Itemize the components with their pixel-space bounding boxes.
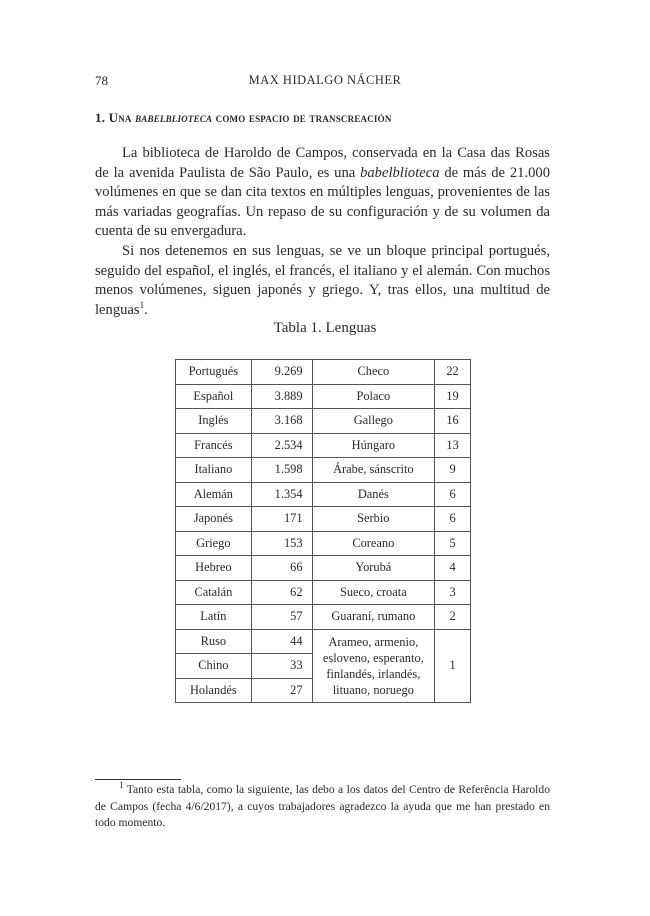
languages-table [175, 359, 471, 703]
merged-count-cell: 1 [435, 629, 471, 703]
table-row [176, 433, 471, 458]
footnote-reference[interactable]: 1 [139, 299, 145, 310]
count-cell: 3.889 [251, 384, 312, 409]
merged-language-line: esloveno, esperanto, [322, 650, 424, 665]
footnote-mark: 1 [119, 780, 124, 791]
count-cell: 19 [435, 384, 471, 409]
table-row [176, 384, 471, 409]
count-cell: 1.598 [251, 458, 312, 483]
count-cell: 66 [251, 556, 312, 581]
table-caption: Tabla 1. Lenguas [273, 320, 377, 336]
language-cell: Catalán [176, 580, 252, 605]
count-cell: 3.168 [251, 409, 312, 434]
p1-text-a: La biblioteca de Haroldo de Campos, conservada en la Casa das Rosas de la avenida Paulista de São Paulo, es una [95, 145, 550, 181]
language-cell: Coreano [312, 531, 435, 556]
count-cell: 33 [251, 654, 312, 679]
language-cell: Italiano [176, 458, 252, 483]
language-cell: Griego [176, 531, 252, 556]
table-row [176, 409, 471, 434]
count-cell: 13 [435, 433, 471, 458]
paragraph-2 [95, 242, 550, 320]
table-row [176, 605, 471, 630]
count-cell: 6 [435, 482, 471, 507]
table-row [176, 360, 471, 385]
language-cell: Japonés [176, 507, 252, 532]
table-row [176, 580, 471, 605]
language-cell: Inglés [176, 409, 252, 434]
table-row [176, 458, 471, 483]
table-row [176, 507, 471, 532]
language-cell: Polaco [312, 384, 435, 409]
section-title-post: como espacio de transcreación [215, 110, 392, 125]
count-cell: 5 [435, 531, 471, 556]
count-cell: 9 [435, 458, 471, 483]
language-cell: Ruso [176, 629, 252, 654]
p1-italic: babelblioteca [360, 164, 440, 181]
merged-language-line: finlandés, irlandés, [326, 666, 421, 681]
language-cell: Francés [176, 433, 252, 458]
count-cell: 1.354 [251, 482, 312, 507]
language-cell: Checo [312, 360, 435, 385]
p1-text-b: de más de 21.000 volúmenes en que se dan cita textos en múltiples lenguas, provenientes de las más variadas geografías. Un repaso de su configuración y de su volumen da cuenta de su envergadura. [95, 164, 550, 240]
count-cell: 171 [251, 507, 312, 532]
language-cell: Chino [176, 654, 252, 679]
language-cell: Húngaro [312, 433, 435, 458]
footnote-text: Tanto esta tabla, como la siguiente, las debo a los datos del Centro de Referência Haroldo de Campos (fecha 4/6/2017), a cuyos trabajadores agradezco la ayuda que me han prestado en todo momento. [95, 783, 550, 829]
language-cell: Hebreo [176, 556, 252, 581]
language-cell: Alemán [176, 482, 252, 507]
language-cell: Gallego [312, 409, 435, 434]
count-cell: 62 [251, 580, 312, 605]
count-cell: 9.269 [251, 360, 312, 385]
section-heading [95, 110, 392, 126]
count-cell: 3 [435, 580, 471, 605]
footnote [95, 782, 550, 832]
language-cell: Árabe, sánscrito [312, 458, 435, 483]
count-cell: 57 [251, 605, 312, 630]
table-row [176, 629, 471, 654]
language-cell: Yorubá [312, 556, 435, 581]
count-cell: 6 [435, 507, 471, 532]
language-cell: Sueco, croata [312, 580, 435, 605]
count-cell: 44 [251, 629, 312, 654]
paragraph-1 [95, 144, 550, 242]
language-cell: Portugués [176, 360, 252, 385]
count-cell: 16 [435, 409, 471, 434]
section-title-pre: Una [108, 110, 132, 125]
language-cell: Guaraní, rumano [312, 605, 435, 630]
merged-language-line: lituano, noruego [332, 682, 414, 697]
running-head: MAX HIDALGO NÁCHER [248, 73, 402, 87]
p2-text: Si nos detenemos en sus lenguas, se ve un bloque principal portugués, seguido del español, el inglés, el francés, el italiano y el alemán. Con muchos menos volúmenes, siguen japonés y griego. Y, tras ellos, una multitud de lenguas [95, 243, 550, 318]
count-cell: 2 [435, 605, 471, 630]
language-cell: Holandés [176, 678, 252, 703]
table-row [176, 482, 471, 507]
language-cell: Latín [176, 605, 252, 630]
footnote-divider [95, 779, 181, 780]
language-cell: Español [176, 384, 252, 409]
language-cell: Danés [312, 482, 435, 507]
table-row [176, 531, 471, 556]
count-cell: 22 [435, 360, 471, 385]
p2-end: . [144, 301, 148, 318]
count-cell: 153 [251, 531, 312, 556]
merged-language-line: Arameo, armenio, [328, 634, 419, 649]
section-title-italic: babelblioteca [135, 110, 213, 125]
count-cell: 2.534 [251, 433, 312, 458]
merged-language-cell [312, 629, 435, 703]
count-cell: 4 [435, 556, 471, 581]
language-cell: Serbio [312, 507, 435, 532]
table-row [176, 556, 471, 581]
section-number: 1. [95, 110, 106, 125]
count-cell: 27 [251, 678, 312, 703]
page-number: 78 [95, 73, 108, 88]
